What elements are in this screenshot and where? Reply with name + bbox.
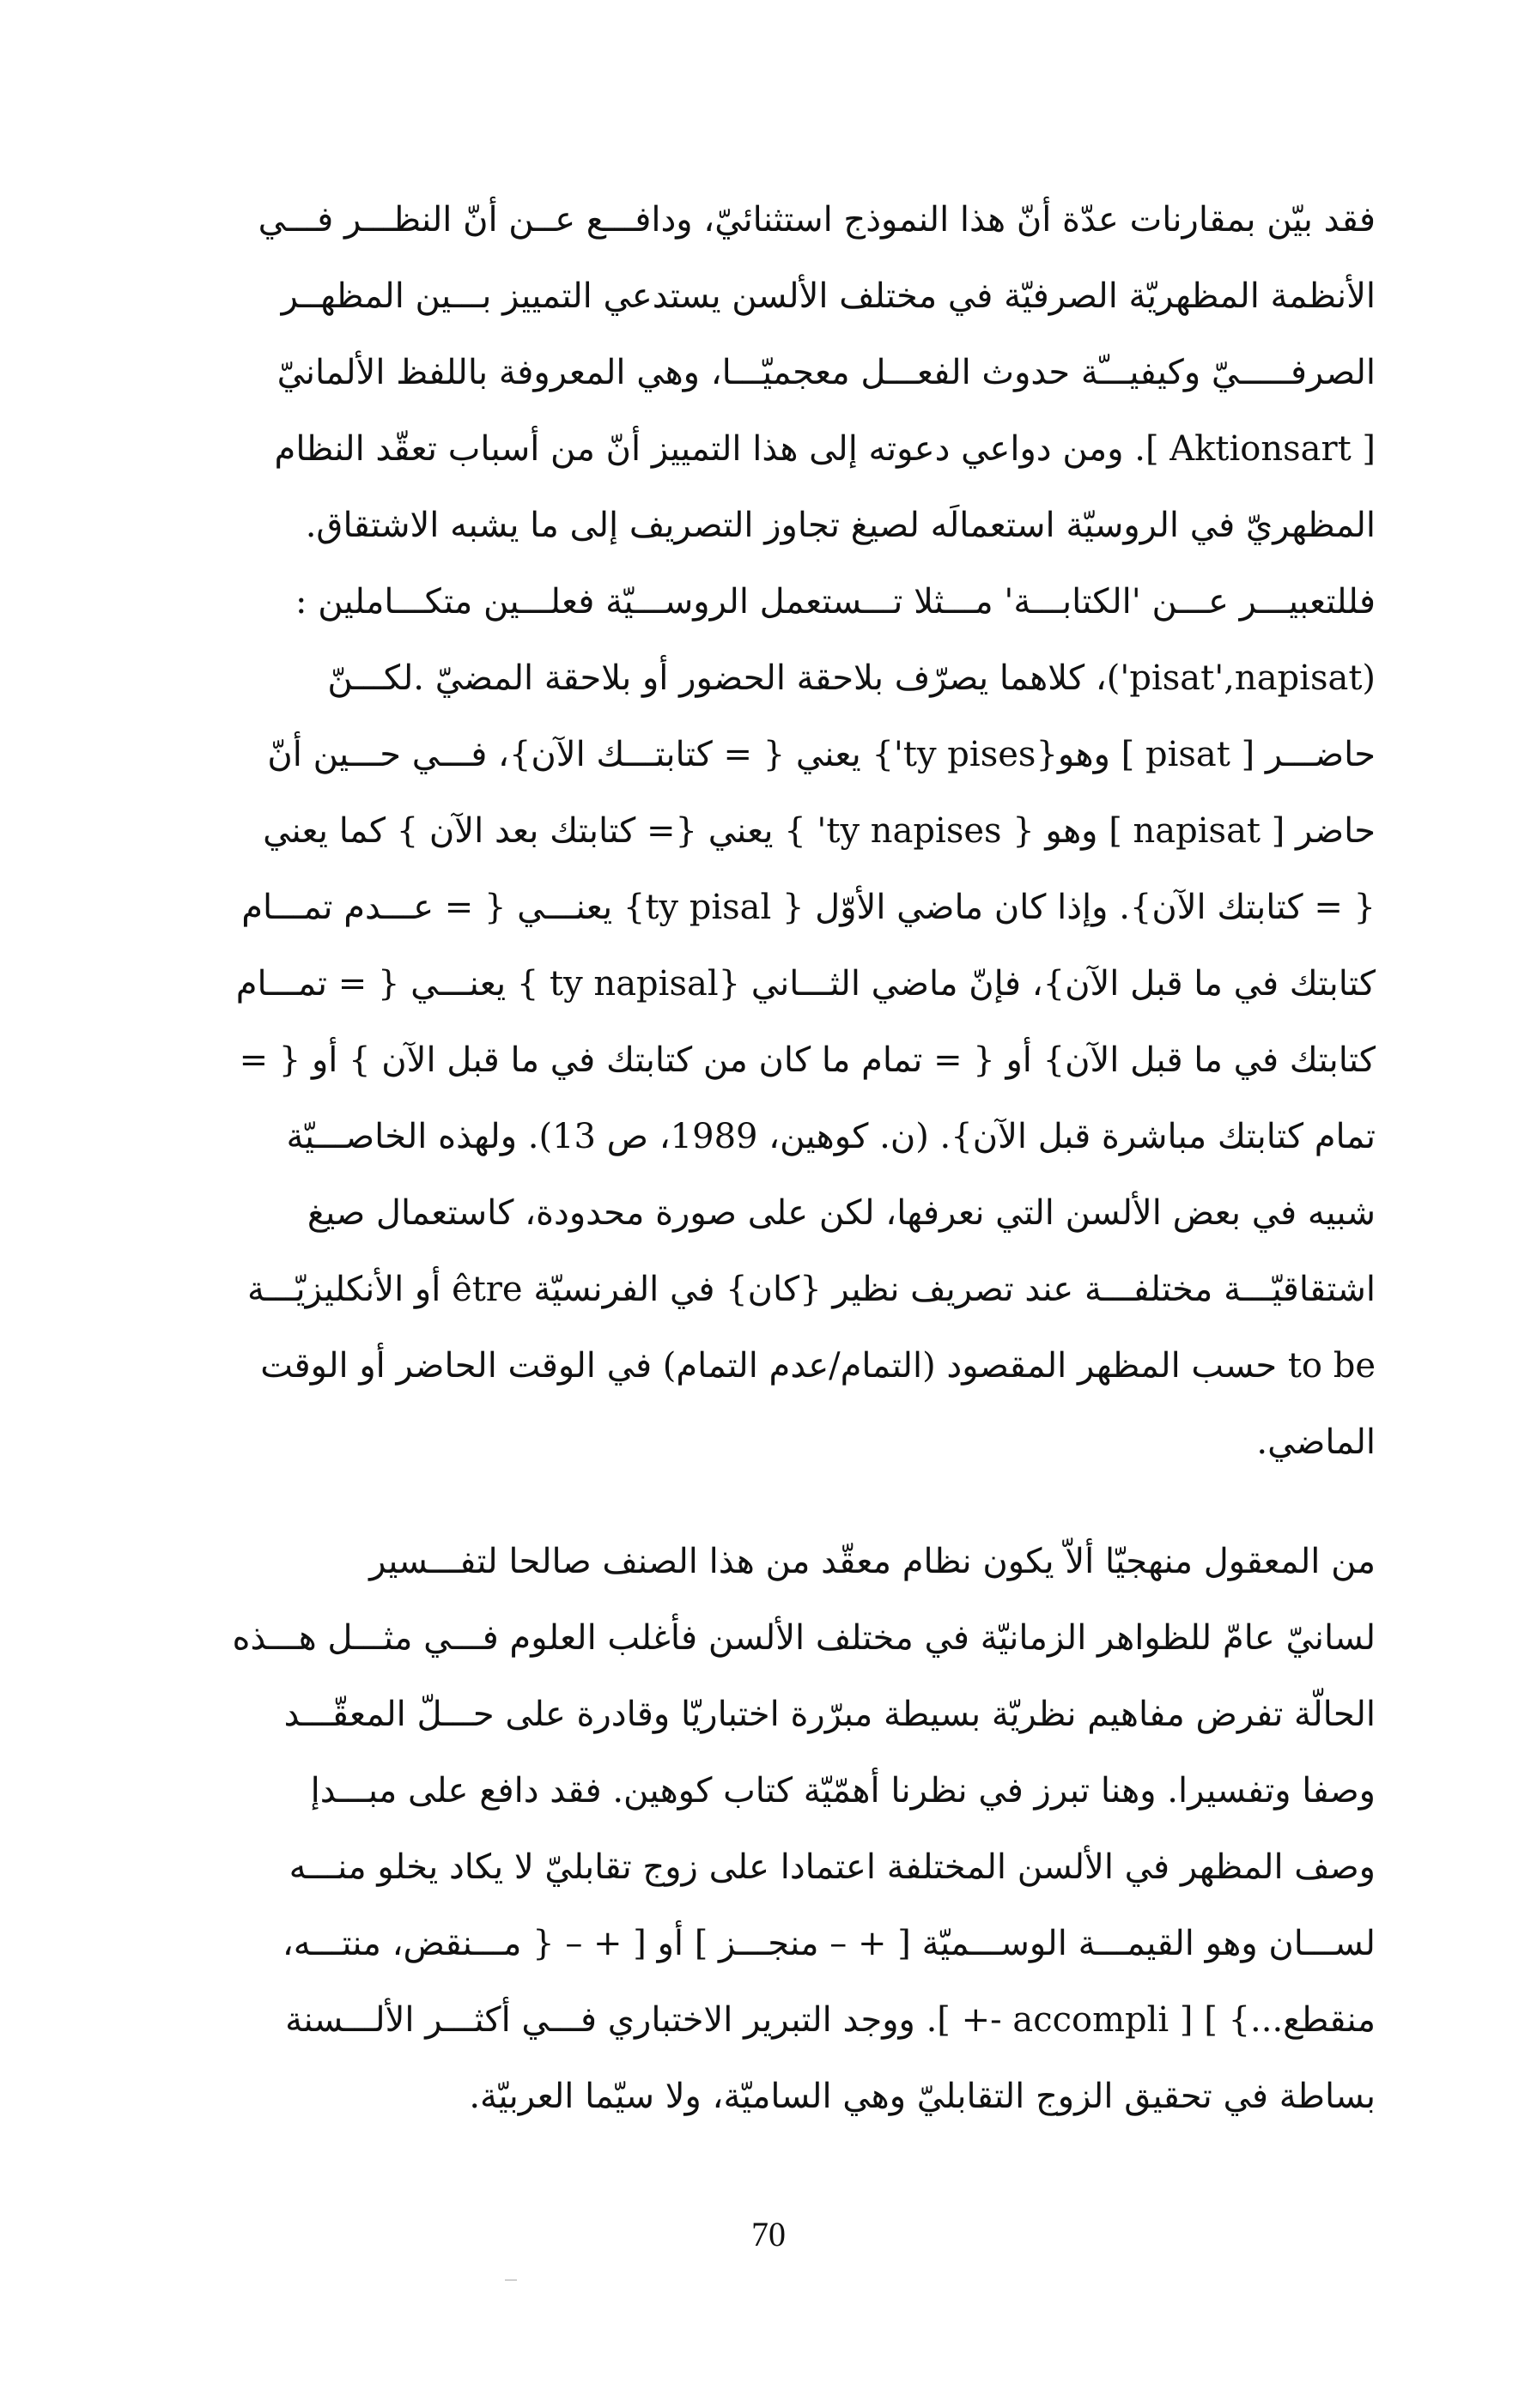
paragraph-2 (197, 1524, 1376, 2135)
text-line: (pisat',napisat')، كلاهما يصرّف بلاحقة الحضور أو بلاحقة المضيّ .لكـــنّ (327, 658, 1376, 698)
paragraph-1 (197, 182, 1376, 1481)
text-line: المظهريّ في الروسيّة استعمالَه لصيغ تجاوز التصريف إلى ما يشبه الاشتقاق. (305, 506, 1376, 545)
text-line: { = كتابتك الآن}. وإذا كان ماضي الأوّل { ty pisal} يعنـــي { = عـــدم تمـــام (241, 888, 1376, 927)
text-line: لسانيّ عامّ للظواهر الزمانيّة في مختلف الألسن فأغلب العلوم فـــي مثـــل هـــذه (232, 1618, 1376, 1658)
text-line: وصفا وتفسيرا. وهنا تبرز في نظرنا أهمّيّة كتاب كوهين. فقد دافع على مبـــدإ (310, 1771, 1376, 1811)
text-line: بساطة في تحقيق الزوج التقابليّ وهي الساميّة، ولا سيّما العربيّة. (469, 2077, 1376, 2116)
text-line: الأنظمة المظهريّة الصرفيّة في مختلف الألسن يستدعي التمييز بـــين المظهــر (281, 276, 1376, 316)
text-line: اشتقاقيّـــة مختلفـــة عند تصريف نظير {كان} في الفرنسيّة être أو الأنكليزيّـــة (246, 1270, 1376, 1309)
page-number: 70 (751, 2215, 786, 2253)
text-line: فقد بيّن بمقارنات عدّة أنّ هذا النموذج استثنائيّ، ودافـــع عــن أنّ النظـــر فـــي (258, 200, 1376, 240)
text-line: منقطع...} ] [ accompli -+ ]. ووجد التبرير الاختباري فـــي أكثـــر الألـــسنة (285, 2000, 1376, 2040)
scan-speck (505, 2279, 517, 2281)
text-line: [ Aktionsart ]. ومن دواعي دعوته إلى هذا التمييز أنّ من أسباب تعقّد النظام (274, 429, 1376, 469)
text-line: حاضـــر [ pisat ] وهو{ty pises'} يعني { = كتابتـــك الآن}، فـــي حـــين أنّ (267, 735, 1376, 774)
text-line: to be حسب المظهر المقصود (التمام/عدم التمام) في الوقت الحاضر أو الوقت (260, 1346, 1376, 1386)
text-line: وصف المظهر في الألسن المختلفة اعتمادا على زوج تقابليّ لا يكاد يخلو منـــه (289, 1847, 1376, 1887)
text-line: فللتعبيـــر عـــن 'الكتابـــة' مـــثلا تـــستعمل الروســـيّة فعلـــين متكـــاملين : (295, 582, 1376, 622)
text-line: لســـان وهو القيمـــة الوســـميّة [ + – منجـــز ] أو [ + – { مـــنقض، منتـــه، (282, 1924, 1376, 1963)
text-line: تمام كتابتك مباشرة قبل الآن}. (ن. كوهين، 1989، ص 13). ولهذه الخاصـــيّة (286, 1117, 1376, 1156)
text-line: كتابتك في ما قبل الآن}، فإنّ ماضي الثـــاني {ty napisal } يعنـــي { = تمـــام (235, 964, 1376, 1004)
text-line: حاضر [ napisat ] وهو { ty napises' } يعني {= كتابتك بعد الآن } كما يعني (263, 811, 1376, 851)
text-line: شبيه في بعض الألسن التي نعرفها، لكن على صورة محدودة، كاستعمال صيغ (307, 1193, 1376, 1233)
text-line: الصرفـــــيّ وكيفيـــّة حدوث الفعـــل معجميّـــا، وهي المعروفة باللفظ الألمانيّ (276, 353, 1376, 392)
text-line: من المعقول منهجيّا ألاّ يكون نظام معقّد من هذا الصنف صالحا لتفـــسير (369, 1542, 1376, 1581)
text-line: كتابتك في ما قبل الآن} أو { = تمام ما كان من كتابتك في ما قبل الآن } أو { = (239, 1040, 1376, 1080)
text-line: الماضي. (1256, 1422, 1376, 1462)
text-line: الحالّة تفرض مفاهيم نظريّة بسيطة مبرّرة اختباريّا وقادرة على حـــلّ المعقّـــد (283, 1695, 1376, 1734)
